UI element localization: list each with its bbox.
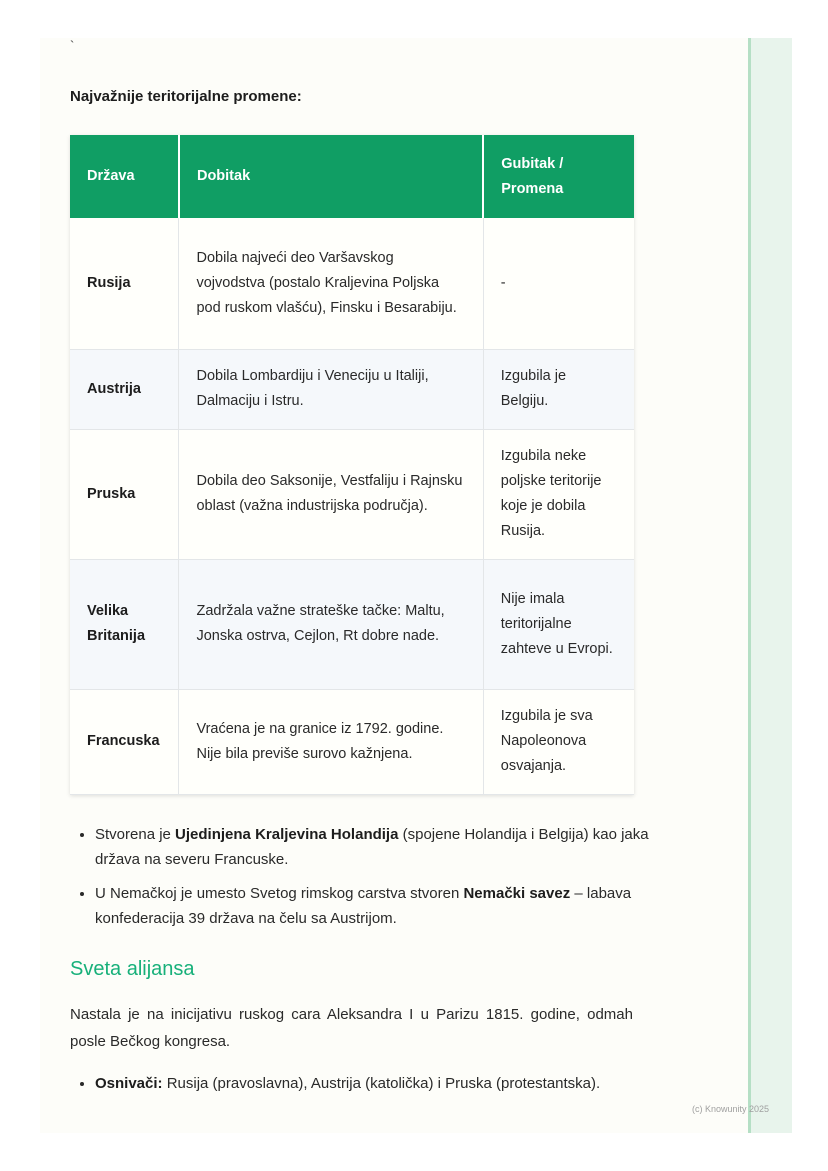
cell-gain: Dobila Lombardiju i Veneciju u Italiji, Dalmaciju i Istru. (179, 349, 483, 429)
cell-country: Rusija (70, 218, 179, 349)
sub-heading: Sveta alijansa (70, 958, 195, 980)
table-row (70, 689, 634, 794)
table-row (70, 349, 634, 429)
side-panel (748, 38, 792, 1133)
founders-text: Rusija (pravoslavna), Austrija (katolička) i Pruska (protestantska). (162, 1075, 601, 1092)
table-header-row (70, 135, 634, 218)
bullet-bold-text: Nemački savez (463, 885, 571, 902)
list-item (95, 881, 665, 931)
list-item (95, 1071, 675, 1096)
bullet-text: Stvorena je (95, 826, 176, 843)
founders-list (70, 1071, 675, 1096)
bullet-list (70, 822, 665, 940)
cell-country: Pruska (70, 429, 179, 559)
bullet-bold-text: Ujedinjena Kraljevina Holandija (175, 826, 399, 843)
table-row (70, 429, 634, 559)
bullet-text: (spojene Holandija i Belgija) kao jaka država na severu Francuske. (95, 826, 649, 868)
table-row (70, 218, 634, 349)
header-gain: Dobitak (179, 135, 483, 218)
bullet-text: U Nemačkoj je umesto Svetog rimskog carstva stvoren (95, 885, 464, 902)
cell-loss: Izgubila neke poljske teritorije koje je dobila Rusija. (483, 429, 634, 559)
cell-country: Velika Britanija (70, 559, 179, 689)
cell-gain: Dobila najveći deo Varšavskog vojvodstva (postalo Kraljevina Poljska pod ruskom vlašću), Finsku i Besarabiju. (179, 218, 483, 349)
founders-label: Osnivači: (95, 1075, 163, 1092)
section-heading: Najvažnije teritorijalne promene: (70, 88, 302, 105)
cell-gain: Dobila deo Saksonije, Vestfaliju i Rajnsku oblast (važna industrijska područja). (179, 429, 483, 559)
bullet-text: – labava konfederacija 39 država na čelu sa Austrijom. (95, 885, 632, 927)
table-row (70, 559, 634, 689)
cell-loss: Izgubila je sva Napoleonova osvajanja. (483, 689, 634, 794)
cell-loss: - (483, 218, 634, 349)
cell-country: Francuska (70, 689, 179, 794)
side-panel-border (748, 38, 751, 1133)
paragraph: Nastala je na inicijativu ruskog cara Aleksandra I u Parizu 1815. godine, odmah posle Bečkog kongresa. (70, 1006, 633, 1050)
cell-loss: Nije imala teritorijalne zahteve u Evropi. (483, 559, 634, 689)
header-loss: Gubitak / Promena (483, 135, 634, 218)
cell-gain: Vraćena je na granice iz 1792. godine. Nije bila previše surovo kažnjena. (179, 689, 483, 794)
cell-gain: Zadržala važne strateške tačke: Maltu, Jonska ostrva, Cejlon, Rt dobre nade. (179, 559, 483, 689)
list-item (95, 822, 665, 872)
cell-country: Austrija (70, 349, 179, 429)
territorial-changes-table (70, 135, 634, 795)
stray-mark: ` (70, 38, 75, 53)
header-country: Država (70, 135, 179, 218)
cell-loss: Izgubila je Belgiju. (483, 349, 634, 429)
footer-copyright: (c) Knowunity 2025 (692, 1104, 770, 1114)
